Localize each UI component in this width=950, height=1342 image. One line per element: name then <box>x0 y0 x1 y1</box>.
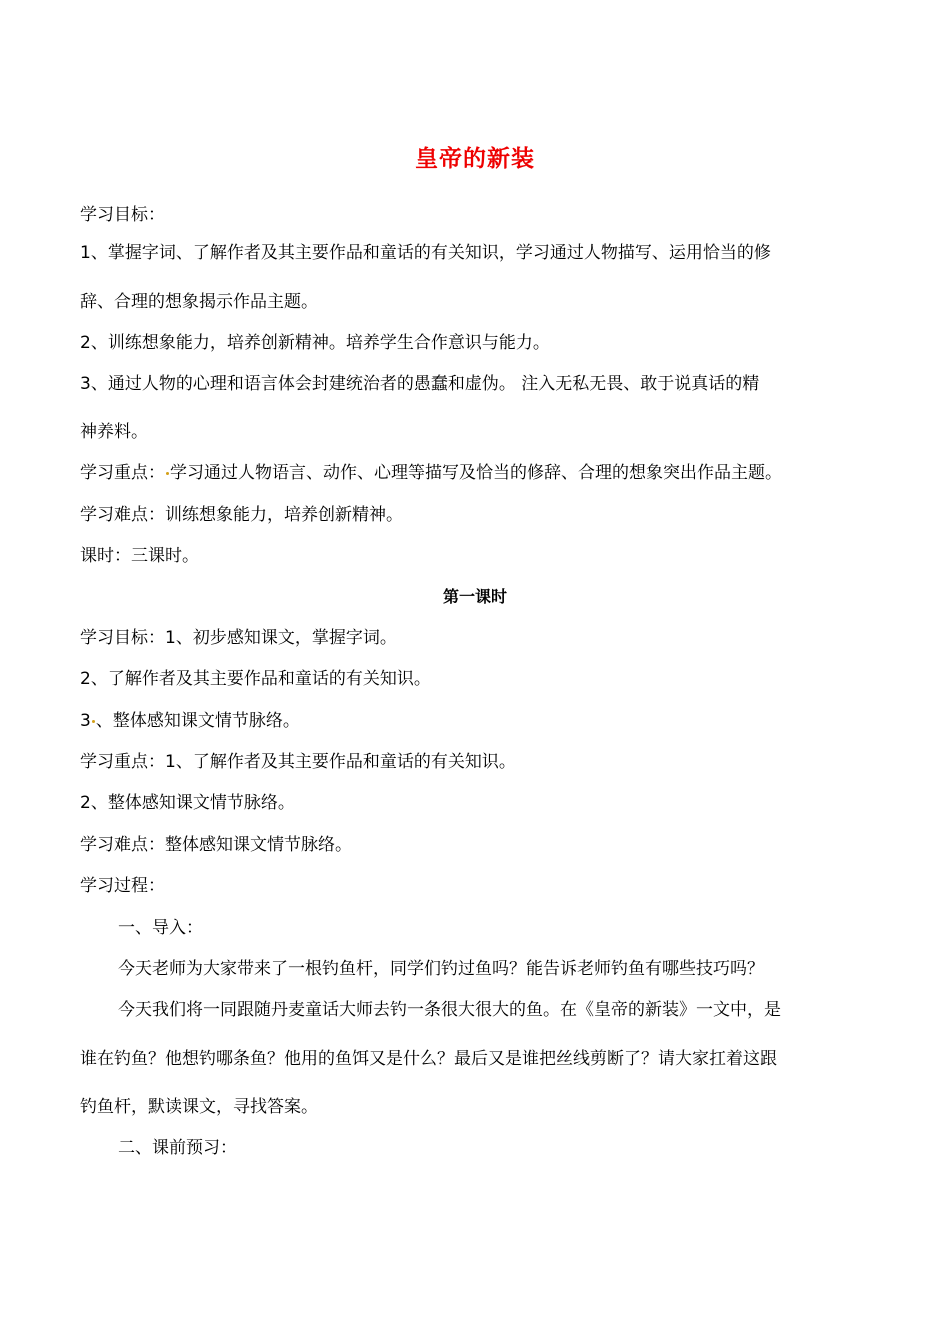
lesson-1-difficulty: 学习难点：整体感知课文情节脉络。 <box>80 835 352 855</box>
goal-3-line-2: 神养料。 <box>80 422 148 442</box>
intro-paragraph-2-line-2: 谁在钓鱼？他想钓哪条鱼？他用的鱼饵又是什么？最后又是谁把丝线剪断了？请大家扛着这跟 <box>80 1049 777 1069</box>
goals-heading: 学习目标： <box>80 205 165 225</box>
lesson-1-goal-3 <box>80 709 880 733</box>
key-points <box>80 461 880 485</box>
periods: 课时：三课时。 <box>80 546 199 566</box>
step-1-heading: 一、导入： <box>118 918 203 938</box>
intro-paragraph-1: 今天老师为大家带来了一根钓鱼杆，同学们钓过鱼吗？能告诉老师钓鱼有哪些技巧吗？ <box>118 959 764 979</box>
lesson-1-heading: 第一课时 <box>442 587 507 606</box>
lesson-1-key-2: 2、整体感知课文情节脉络。 <box>80 793 295 813</box>
goal-3-line-1: 3、通过人物的心理和语言体会封建统治者的愚蠢和虚伪。 注入无私无畏、敢于说真话的精 <box>80 374 760 394</box>
marker-dot <box>166 472 169 475</box>
lesson-1-process: 学习过程： <box>80 876 165 896</box>
document-title: 皇帝的新装 <box>415 146 535 172</box>
key-points-text: 学习通过人物语言、动作、心理等描写及恰当的修辞、合理的想象突出作品主题。 <box>170 463 782 483</box>
lesson-1-goal-3-number: 3 <box>80 711 91 731</box>
intro-paragraph-2-line-1: 今天我们将一同跟随丹麦童话大师去钓一条很大很大的鱼。在《皇帝的新装》一文中，是 <box>118 1000 781 1020</box>
goal-1-line-1: 1、掌握字词、了解作者及其主要作品和童话的有关知识，学习通过人物描写、运用恰当的修 <box>80 243 771 263</box>
difficulty: 学习难点：训练想象能力，培养创新精神。 <box>80 505 403 525</box>
lesson-1-key-1: 学习重点：1、了解作者及其主要作品和童话的有关知识。 <box>80 752 516 772</box>
marker-dot <box>92 720 95 723</box>
intro-paragraph-2-line-3: 钓鱼杆，默读课文，寻找答案。 <box>80 1097 318 1117</box>
goal-1-line-2: 辞、合理的想象揭示作品主题。 <box>80 292 318 312</box>
lesson-1-goal-1: 学习目标：1、初步感知课文，掌握字词。 <box>80 628 397 648</box>
key-points-label: 学习重点： <box>80 463 165 483</box>
step-2-heading: 二、课前预习： <box>118 1138 237 1158</box>
lesson-1-goal-3-text: 、整体感知课文情节脉络。 <box>95 711 300 731</box>
lesson-1-goal-2: 2、了解作者及其主要作品和童话的有关知识。 <box>80 669 431 689</box>
goal-2: 2、训练想象能力，培养创新精神。培养学生合作意识与能力。 <box>80 333 550 353</box>
